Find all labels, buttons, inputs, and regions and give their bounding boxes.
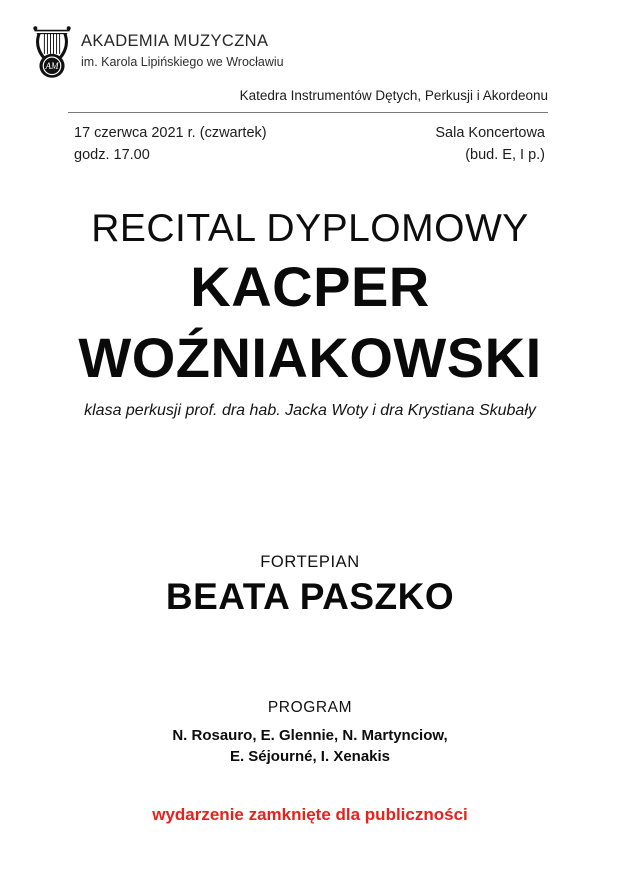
concert-time: godz. 17.00	[74, 147, 150, 163]
performer-first-name: KACPER	[190, 255, 430, 318]
performer-last-name: WOŹNIAKOWSKI	[78, 326, 542, 389]
event-meta-right	[435, 122, 545, 166]
performer-name	[0, 251, 620, 393]
event-meta-left	[74, 122, 267, 166]
concert-date: 17 czerwca 2021 r. (czwartek)	[74, 125, 267, 141]
org-name: AKADEMIA MUZYCZNA	[81, 32, 269, 50]
org-subtitle: im. Karola Lipińskiego we Wrocławiu	[81, 55, 284, 69]
divider-rule	[68, 112, 548, 113]
brand-text	[81, 24, 284, 69]
event-meta	[74, 122, 545, 166]
lyre-logo-icon	[32, 24, 72, 80]
department-label: Katedra Instrumentów Dętych, Perkusji i Akordeonu	[239, 88, 548, 103]
accompanist-name: BEATA PASZKO	[165, 576, 455, 617]
venue-detail: (bud. E, I p.)	[465, 147, 545, 163]
logo-monogram: AM	[45, 61, 59, 72]
accompanist-role: FORTEPIAN	[260, 553, 360, 571]
brand	[32, 24, 284, 80]
venue-name: Sala Koncertowa	[435, 125, 545, 141]
closed-event-notice: wydarzenie zamknięte dla publiczności	[152, 805, 468, 824]
recital-type-title: RECITAL DYPLOMOWY	[91, 207, 529, 250]
program-composers	[0, 725, 620, 767]
class-info: klasa perkusji prof. dra hab. Jacka Woty i dra Krystiana Skubały	[84, 402, 536, 419]
program-composers-line2: E. Séjourné, I. Xenakis	[229, 748, 391, 765]
program-heading: PROGRAM	[267, 699, 353, 716]
program-composers-line1: N. Rosauro, E. Glennie, N. Martynciow,	[172, 727, 448, 744]
